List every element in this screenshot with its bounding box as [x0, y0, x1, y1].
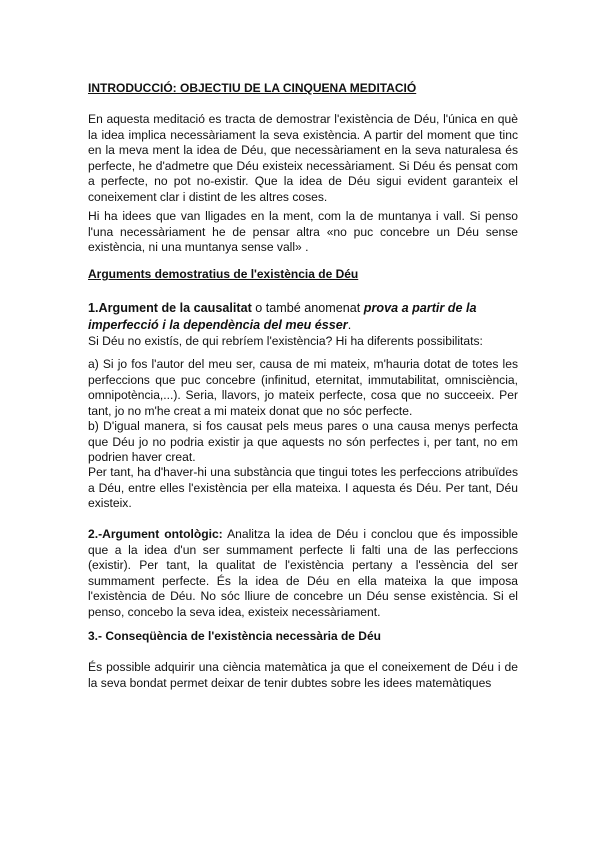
argument-3-heading: 3.- Conseqüència de l'existència necessària de Déu [88, 629, 381, 643]
intro-heading: INTRODUCCIÓ: OBJECTIU DE LA CINQUENA MEDITACIÓ [88, 81, 417, 95]
intro-paragraph-2: Hi ha idees que van lligades en la ment, com la de muntanya i vall. Si penso l'una necessàriament he de pensar altra «no puc concebre un Déu sense existència, ni una muntanya sense vall» . [88, 209, 518, 254]
intro-paragraph-1: En aquesta meditació es tracta de demostrar l'existència de Déu, l'única en què la idea implica necessàriament la seva existència. A partir del moment que tinc en la meva ment la idea de Déu, que necessàriament en la seva naturalesa és perfecte, he d'admetre que Déu existeix necessàriament. Si Déu és pensat com a perfecte, no pot no-existir. Que la idea de Déu sigui evident garanteix el coneixement clar i distint de les altres coses. [88, 112, 518, 204]
argument-2-name: 2.-Argument ontològic: [88, 527, 223, 541]
argument-1-conclusion: Per tant, ha d'haver-hi una substància que tingui totes les perfeccions atribuïdes a Déu, entre elles l'existència per ella mateixa. I aquesta és Déu. Per tant, Déu existeix. [88, 465, 518, 510]
argument-2-paragraph [88, 527, 518, 620]
argument-1-title [88, 300, 518, 334]
argument-1-name: 1.Argument de la causalitat [88, 301, 252, 315]
argument-1-option-b: b) D'igual manera, si fos causat pels meus pares o una causa menys perfecta que Déu jo no podria existir ja que aquests no són perfectes i, per tant, no em podrien haver creat. [88, 419, 518, 464]
argument-3-paragraph: És possible adquirir una ciència matemàtica ja que el coneixement de Déu i de la seva bondat permet deixar de tenir dubtes sobre les idees matemàtiques [88, 660, 518, 690]
argument-1-connector: o també anomenat [251, 301, 364, 315]
argument-1-question: Si Déu no existís, de qui rebríem l'existència? Hi ha diferents possibilitats: [88, 334, 483, 348]
argument-2-text: Analitza la idea de Déu i conclou que és impossible que a la idea d'un ser summament perfecte li falti una de las perfeccions (existir). Per tant, la qualitat de l'existència pertany a l'essència del ser summament perfecte. És la idea de Déu en ella mateixa la que imposa l'existència de Déu. No sóc lliure de concebre un Déu sense existència. Si el penso, concebo la seva idea, existeix necessàriament. [88, 527, 518, 619]
argument-1-alt-name: prova a partir de la imperfecció i la dependència del meu ésser [88, 301, 477, 332]
argument-1-title-end: . [347, 318, 352, 332]
argument-1-option-a: a) Si jo fos l'autor del meu ser, causa de mi mateix, m'hauria dotat de totes les perfeccions que puc concebre (infinitud, eternitat, immutabilitat, omnisciència, omnipotència,...). Seria, llavors, jo mateix perfecte, cosa que no succeeix. Per tant, jo no m'he creat a mi mateix donat que no sóc perfecte. [88, 357, 518, 418]
arguments-heading: Arguments demostratius de l'existència de Déu [88, 267, 359, 281]
